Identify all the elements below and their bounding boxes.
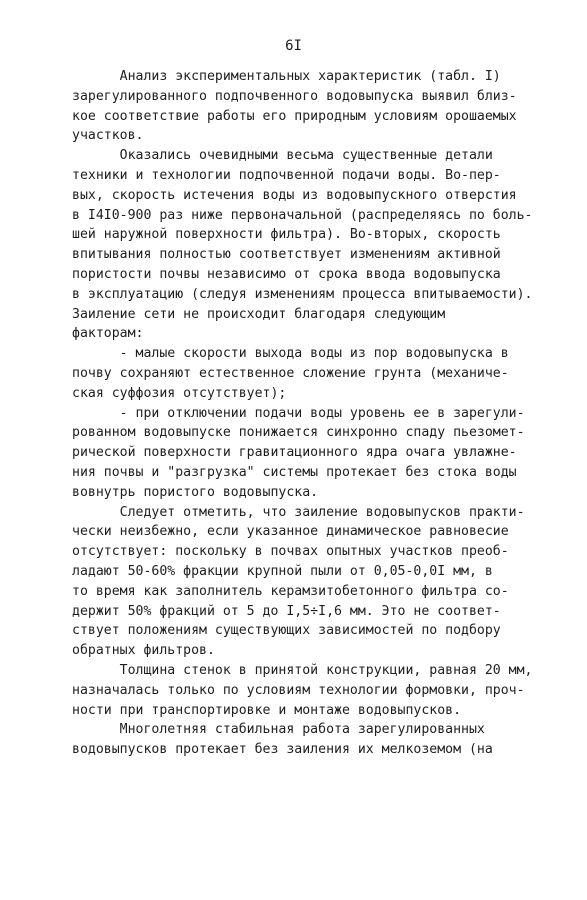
text-line: зарегулированного подпочвенного водовыпуска выявил близ- bbox=[72, 88, 517, 104]
text-line: ния почвы и "разгрузка" системы протекает без стока воды bbox=[72, 464, 517, 480]
text-line: Многолетняя стабильная работа зарегулированных bbox=[72, 722, 485, 738]
text-line: Толщина стенок в принятой конструкции, равная 20 мм, bbox=[72, 662, 533, 678]
text-line: Оказались очевидными весьма существенные детали bbox=[72, 148, 493, 164]
text-line: рической поверхности гравитационного ядра очага увлажне- bbox=[72, 445, 517, 461]
text-line: участков. bbox=[72, 128, 144, 144]
text-line: Заиление сети не происходит благодаря следующим bbox=[72, 306, 446, 322]
text-line: ладают 50-60% фракции крупной пыли от 0,05-0,0I мм, в bbox=[72, 563, 493, 579]
text-line: ская суффозия отсутствует); bbox=[72, 385, 287, 401]
text-line: вовнутрь пористого водовыпуска. bbox=[72, 484, 319, 500]
text-line: - при отключении подачи воды уровень ее в зарегули- bbox=[72, 405, 525, 421]
text-line: кое соответствие работы его природным условиям орошаемых bbox=[72, 108, 517, 124]
text-line: отсутствует: поскольку в почвах опытных участков преоб- bbox=[72, 544, 509, 560]
text-line: шей наружной поверхности фильтра). Во-вторых, скорость bbox=[72, 227, 501, 243]
body-text bbox=[72, 67, 542, 760]
text-line: в I4I0-900 раз ниже первоначальной (распределяясь по боль- bbox=[72, 207, 533, 223]
text-line: рованном водовыпуске понижается синхронно спаду пьезомет- bbox=[72, 425, 525, 441]
text-line: ности при транспортировке и монтаже водовыпусков. bbox=[72, 702, 462, 718]
text-line: водовыпусков протекает без заиления их мелкоземом (на bbox=[72, 742, 493, 758]
text-line: - малые скорости выхода воды из пор водовыпуска в bbox=[72, 346, 509, 362]
text-line: факторам: bbox=[72, 326, 144, 342]
text-line: ствует положениям существующих зависимостей по подбору bbox=[72, 623, 501, 639]
text-line: пористости почвы независимо от срока ввода водовыпуска bbox=[72, 266, 501, 282]
text-line: обратных фильтров. bbox=[72, 643, 215, 659]
text-line: техники и технологии подпочвенной подачи воды. Во-пер- bbox=[72, 167, 501, 183]
text-line: то время как заполнитель керамзитобетонного фильтра со- bbox=[72, 583, 509, 599]
text-line: Следует отметить, что заиление водовыпусков практи- bbox=[72, 504, 525, 520]
text-line: чески неизбежно, если указанное динамическое равновесие bbox=[72, 524, 509, 540]
text-line: почву сохраняют естественное сложение грунта (механиче- bbox=[72, 365, 509, 381]
page-number: 6I bbox=[285, 38, 302, 54]
text-line: держит 50% фракций от 5 до I,5÷I,6 мм. Это не соответ- bbox=[72, 603, 501, 619]
text-line: впитывания полностью соответствует изменениям активной bbox=[72, 247, 501, 263]
text-line: в эксплуатацию (следуя изменениям процесса впитываемости). bbox=[72, 286, 533, 302]
text-line: Анализ экспериментальных характеристик (табл. I) bbox=[72, 69, 501, 84]
text-line: назначалась только по условиям технологии формовки, проч- bbox=[72, 682, 525, 698]
text-line: вых, скорость истечения воды из водовыпускного отверстия bbox=[72, 187, 517, 203]
